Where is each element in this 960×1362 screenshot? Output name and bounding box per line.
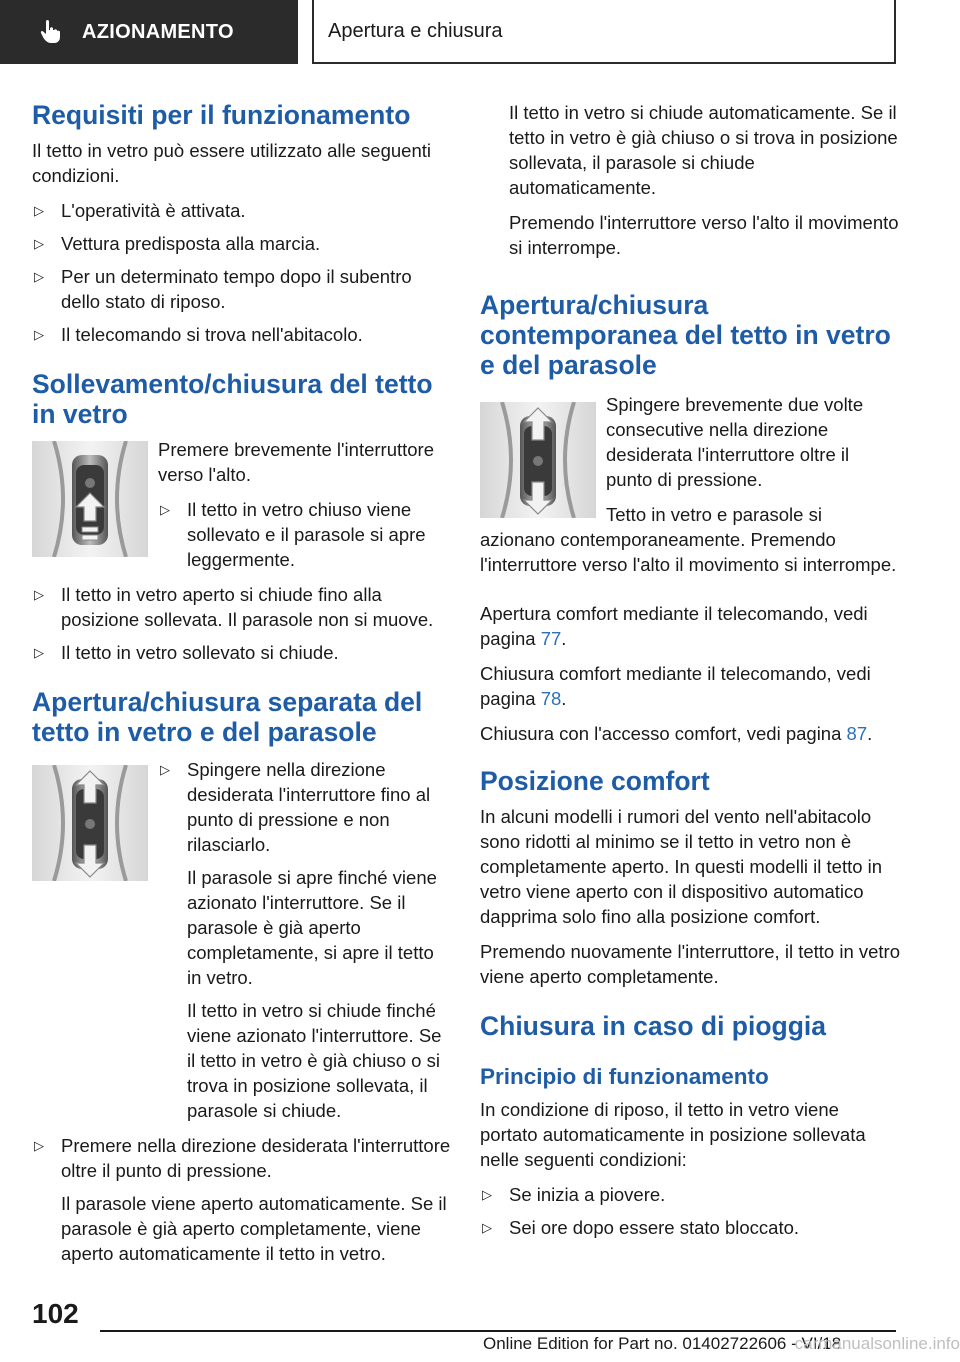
footer-divider: [100, 1330, 896, 1332]
subheading-principio: Principio di funzionamento: [480, 1064, 769, 1089]
switch-updown-figure: [32, 765, 148, 881]
paragraph: Spingere brevemente due volte consecutive nella direzione desiderata l'interruttore oltre il punto di pressione.: [606, 394, 864, 490]
heading-sollevamento: Sollevamento/chiusura del tetto in vetro: [32, 369, 433, 429]
heading-apertura-contemporanea: Apertura/chiusura contemporanea del tetto in vetro e del parasole: [480, 290, 891, 380]
list-item: ▷ Il tetto in vetro sollevato si chiude.: [34, 642, 339, 663]
list-item: ▷ Il telecomando si trova nell'abitacolo.: [34, 324, 363, 345]
hand-pointer-icon: [40, 20, 62, 44]
triangle-bullet-icon: ▷: [482, 1220, 492, 1235]
paragraph: Premendo l'interruttore verso l'alto il movimento si interrompe.: [509, 212, 899, 258]
list-item: ▷ Il tetto in vetro chiuso viene sollevato e il parasole si apre leggermente.: [160, 499, 426, 570]
paragraph: Il tetto in vetro può essere utilizzato alle seguenti condizioni.: [32, 140, 432, 186]
paragraph: Il parasole viene aperto automaticamente. Se il parasole è già aperto completamente, viene aperto automaticamente il tetto in vetro.: [61, 1193, 447, 1264]
triangle-bullet-icon: ▷: [34, 587, 44, 602]
list-item: ▷ Se inizia a piovere.: [482, 1184, 666, 1205]
chapter-title: Apertura e chiusura: [328, 19, 503, 42]
paragraph: Tetto in vetro e parasole si azionano contemporaneamente. Premendo l'interruttore verso l'alto il movimento si interrompe.: [480, 504, 897, 575]
triangle-bullet-icon: ▷: [34, 269, 44, 284]
bullet-list: [32, 1133, 452, 1266]
left-column: [32, 100, 452, 1276]
page-link[interactable]: 77: [540, 628, 562, 649]
section-tab: [0, 0, 298, 64]
list-item: ▷ Il tetto in vetro aperto si chiude fino alla posizione sollevata. Il parasole non si muove.: [34, 584, 434, 630]
paragraph: Il tetto in vetro si chiude automaticamente. Se il tetto in vetro è già chiuso o si trova in posizione sollevata, il parasole si chiude automaticamente.: [509, 102, 898, 198]
triangle-bullet-icon: ▷: [482, 1187, 492, 1202]
list-item: ▷ Sei ore dopo essere stato bloccato.: [482, 1217, 800, 1238]
paragraph: Il parasole si apre finché viene azionato l'interruttore. Se il parasole è già aperto completamente, si apre il tetto in vetro.: [187, 867, 437, 988]
bullet-list: [32, 582, 452, 665]
triangle-bullet-icon: ▷: [160, 502, 170, 517]
paragraph: Il tetto in vetro si chiude finché viene azionato l'interruttore. Se il tetto in vetro è già chiuso o si trova in posizione sollevata, il parasole si chiude.: [187, 1000, 442, 1121]
triangle-bullet-icon: ▷: [34, 203, 44, 218]
triangle-bullet-icon: ▷: [34, 327, 44, 342]
paragraph: Premere brevemente l'interruttore verso l'alto.: [158, 439, 435, 485]
paragraph: In alcuni modelli i rumori del vento nell'abitacolo sono ridotti al minimo se il tetto in vetro non è completamente aperto. In questi modelli il tetto in vetro viene aperto con il dispositivo automatico dapprima solo fino alla posizione comfort.: [480, 806, 883, 927]
paragraph: In condizione di riposo, il tetto in vetro viene portato automaticamente in posizione sollevata nelle seguenti condizioni:: [480, 1099, 866, 1170]
page-link[interactable]: 78: [540, 688, 562, 709]
triangle-bullet-icon: ▷: [34, 1138, 44, 1153]
list-item: ▷ Vettura predisposta alla marcia.: [34, 233, 321, 254]
chapter-box: [312, 0, 896, 64]
heading-chiusura-pioggia: Chiusura in caso di pioggia: [480, 1011, 827, 1041]
cross-reference: Chiusura comfort mediante il telecomando, vedi pagina 78.: [480, 663, 871, 709]
heading-apertura-separata: Apertura/chiusura separata del tetto in vetro e del parasole: [32, 687, 423, 747]
heading-requisiti: Requisiti per il funzionamento: [32, 100, 411, 130]
bullet-list: [480, 1182, 900, 1240]
page-link[interactable]: 87: [846, 723, 868, 744]
switch-raise-figure: [32, 441, 148, 557]
list-item: ▷ Spingere nella direzione desiderata l'interruttore fino al punto di pressione e non rilasciarlo. Il parasole si apre finché viene azionato l'interruttore. Se il parasole è già aperto completamente, si apre il tetto in vetro. Il tetto in vetro si chiude finché viene azionato l'interruttore. Se il tetto in vetro è già chiuso o si trova in posizione sollevata, il parasole si chiude.: [158, 757, 452, 1123]
list-item: ▷ Premere nella direzione desiderata l'interruttore oltre il punto di pressione. Il parasole viene aperto automaticamente. Se il parasole è già aperto completamente, viene aperto automaticamente il tetto in vetro.: [34, 1135, 451, 1264]
switch-double-press-figure: [480, 402, 596, 518]
list-item: ▷ L'operatività è attivata.: [34, 200, 246, 221]
page-header: [0, 0, 960, 66]
page-number: 102: [32, 1298, 79, 1329]
triangle-bullet-icon: ▷: [34, 645, 44, 660]
list-item: ▷ Per un determinato tempo dopo il subentro dello stato di riposo.: [34, 266, 412, 312]
triangle-bullet-icon: ▷: [160, 762, 170, 777]
watermark: carmanualsonline.info: [794, 1334, 960, 1353]
edition-text: Online Edition for Part no. 01402722606 - VI/18: [483, 1334, 842, 1353]
cross-reference: Chiusura con l'accesso comfort, vedi pagina 87.: [480, 723, 873, 744]
right-column: [480, 100, 900, 1250]
cross-reference: Apertura comfort mediante il telecomando, vedi pagina 77.: [480, 603, 868, 649]
paragraph: Premendo nuovamente l'interruttore, il tetto in vetro viene aperto completamente.: [480, 941, 900, 987]
triangle-bullet-icon: ▷: [34, 236, 44, 251]
heading-posizione-comfort: Posizione comfort: [480, 766, 710, 796]
bullet-list: [32, 198, 452, 347]
section-title: AZIONAMENTO: [82, 20, 234, 43]
